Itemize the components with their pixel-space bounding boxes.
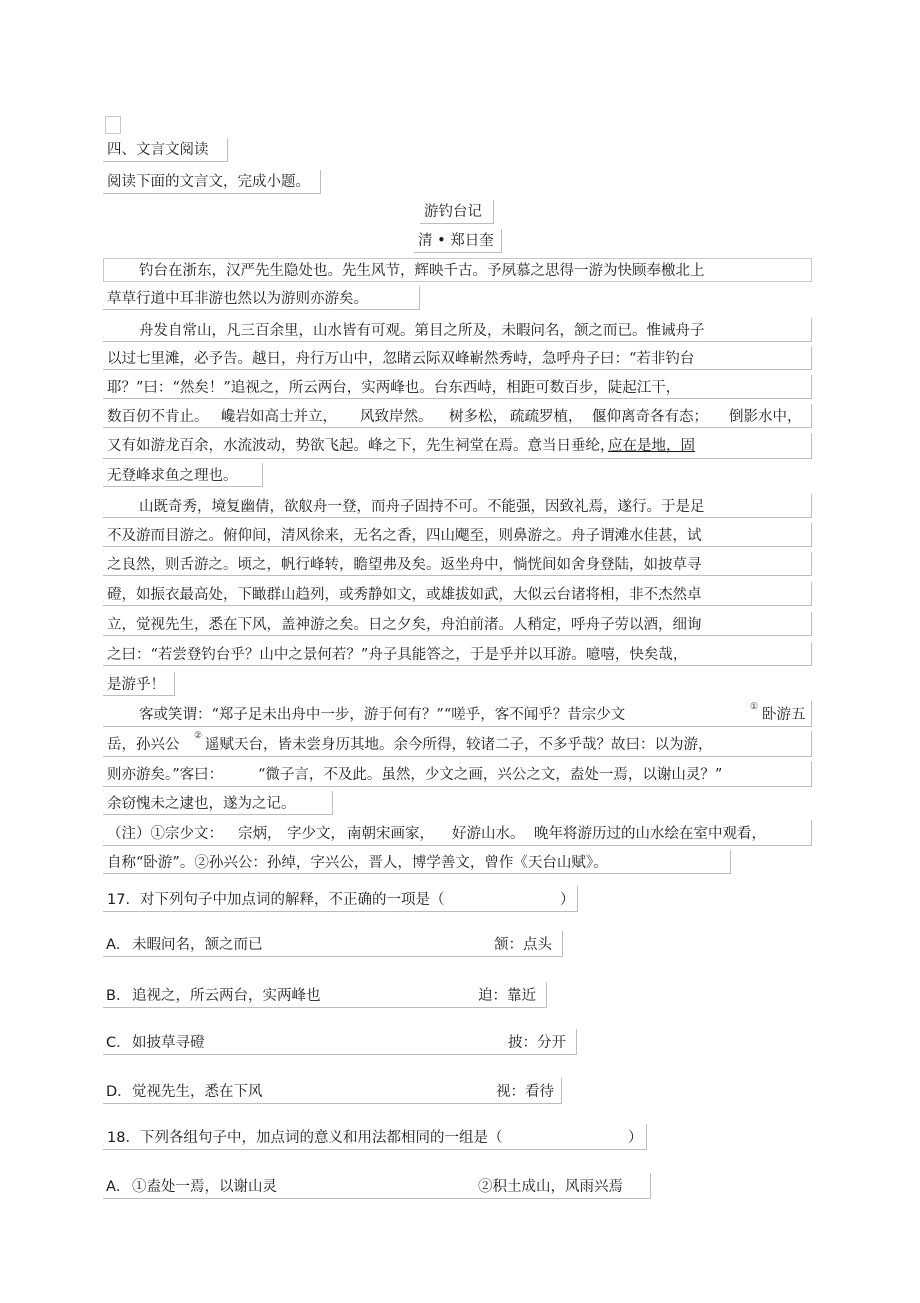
- section-heading: 四、文言文阅读: [107, 142, 209, 158]
- q17-option-label: B．: [106, 988, 131, 1004]
- p3-line: 山既奇秀，境复幽倩，欲舣舟一登，而舟子固持不可。不能强，因致礼焉，遂行。于是足: [139, 499, 705, 515]
- p1-line: 钓台在浙东，汉严先生隐处也。先生风节，辉映千古。予夙慕之思得一游为快顾奉檄北上: [139, 263, 705, 279]
- p2-line4-seg: 风致岸然。: [360, 409, 433, 425]
- p3-line: 之良然，则舌游之。顷之，帆行峰转，瞻望弗及矣。返坐舟中，惝恍间如舍身登陆，如披草寻: [107, 557, 702, 573]
- q17-option-gloss: 视：看待: [496, 1084, 554, 1100]
- passage-author: 清 • 郑日奎: [418, 233, 494, 249]
- notes-seg: 晚年将游历过的山水绘在室中观看，: [534, 826, 766, 842]
- p3-line: 磴，如振衣最高处，下瞰群山趋列，或秀静如文，或雄拔如武，大似云台诸将相，非不杰然卓: [107, 587, 702, 603]
- q18-close: ）: [628, 1130, 643, 1146]
- p4-line2-head: 岳，孙兴公: [107, 737, 180, 753]
- p2-line4-seg: 倒影水中，: [729, 409, 802, 425]
- q18-option-label: A．: [106, 1179, 131, 1195]
- p3-line: 是游乎！: [107, 677, 165, 693]
- q17-option-gloss: 披：分开: [508, 1035, 566, 1051]
- p2-line6: 无登峰求鱼之理也。: [107, 468, 238, 484]
- p4-line1: 客或笑谓：“郑子足未出舟中一步，游于何有？”“嗟乎，客不闻乎？昔宗少文: [139, 707, 626, 723]
- q18-option-text2: ②积土成山，风雨兴焉: [478, 1179, 623, 1195]
- q17-option-text: 追视之，所云两台，实两峰也: [132, 988, 321, 1004]
- q17-option-gloss: 迫：靠近: [478, 988, 536, 1004]
- notes-seg: （注）①宗少文：: [107, 826, 223, 842]
- notes-line2: 自称“卧游”。②孙兴公：孙绰，字兴公，晋人，博学善文，曾作《天台山赋》。: [107, 855, 608, 871]
- p3-line: 不及游而目游之。俯仰间，清风徐来，无名之香，四山飔至，则鼻游之。舟子谓滩水佳甚，试: [107, 528, 702, 544]
- p2-line: 舟发自常山，凡三百余里，山水皆有可观。第目之所及，未暇问名，颔之而已。惟诫舟子: [139, 323, 705, 339]
- q17-option-label: C．: [106, 1035, 131, 1051]
- p3-line: 立，觉视先生，悉在下风，盖神游之矣。日之夕矣，舟泊前渚。人稍定，呼舟子劳以酒，细询: [107, 617, 702, 633]
- q17-option-label: A．: [106, 937, 131, 953]
- p2-line4-seg: 偃仰离奇各有态；: [592, 409, 708, 425]
- q17-stem-text: 17．对下列句子中加点词的解释，不正确的一项是（: [107, 892, 445, 908]
- q17-option-text: 未暇问名，颔之而已: [132, 937, 263, 953]
- p2-line4-seg: 数百仞不肯止。: [107, 409, 209, 425]
- p2-line4-seg: 巉岩如高士并立，: [221, 409, 337, 425]
- p4-line2: 遥赋天台，皆未尝身历其地。余今所得，较诸二子，不多乎哉？故曰：以为游，: [205, 737, 713, 753]
- p2-line: 耶？”曰：“然矣！”追视之，所云两台，实两峰也。台东西峙，相距可数百步，陡起江干，: [107, 380, 681, 396]
- p2-line5: 又有如游龙百余，水流波动，势欲飞起。峰之下，先生祠堂在焉。意当日垂纶，: [107, 438, 615, 454]
- q17-close: ）: [560, 892, 575, 908]
- notes-seg: 好游山水。: [452, 826, 525, 842]
- q17-option-text: 如披草寻磴: [132, 1035, 205, 1051]
- corner-marker: [105, 116, 121, 134]
- p1-line: 草草行道中耳非游也然以为游则亦游矣。: [107, 291, 368, 307]
- footnote-mark-2: ②: [194, 731, 203, 741]
- p3-line: 之曰：“若尝登钓台乎？山中之景何若？”舟子具能答之，于是乎并以耳游。噫嘻，快矣哉，: [107, 647, 688, 663]
- footnote-mark-1: ①: [750, 702, 759, 712]
- q18-option-text: ①盍处一焉，以谢山灵: [132, 1179, 277, 1195]
- notes-seg: 宗炳，: [238, 826, 282, 842]
- q18-stem-text: 18．下列各组句子中，加点词的意义和用法都相同的一组是（: [107, 1130, 503, 1146]
- instruction: 阅读下面的文言文，完成小题。: [107, 174, 310, 190]
- passage-title: 游钓台记: [424, 204, 482, 220]
- p2-line5-underlined: 应在是地，固: [608, 438, 695, 454]
- q18-stem: [107, 1128, 502, 1148]
- p4-line3-head: 则亦游矣。”客曰：: [107, 767, 224, 783]
- q17-option-label: D．: [106, 1084, 132, 1100]
- notes-seg: 字少文，: [287, 826, 345, 842]
- p4-line4: 余窃愧未之逮也，遂为之记。: [107, 796, 296, 812]
- q17-option-gloss: 颔：点头: [494, 937, 552, 953]
- p2-line4-seg: 疏疏罗植，: [510, 409, 583, 425]
- p2-line4-seg: 树多松，: [449, 409, 507, 425]
- p4-line3: “微子言，不及此。虽然，少文之画，兴公之文，盍处一焉，以谢山灵？”: [258, 767, 723, 783]
- q17-option-text: 觉视先生，悉在下风: [132, 1084, 263, 1100]
- notes-seg: 南朝宋画家，: [347, 826, 434, 842]
- p4-line1-tail: 卧游五: [762, 707, 806, 723]
- p2-line: 以过七里滩，必予告。越日，舟行万山中，忽睹云际双峰嶄然秀峙，急呼舟子曰：“若非钓台: [107, 351, 695, 367]
- q17-stem: [107, 890, 444, 910]
